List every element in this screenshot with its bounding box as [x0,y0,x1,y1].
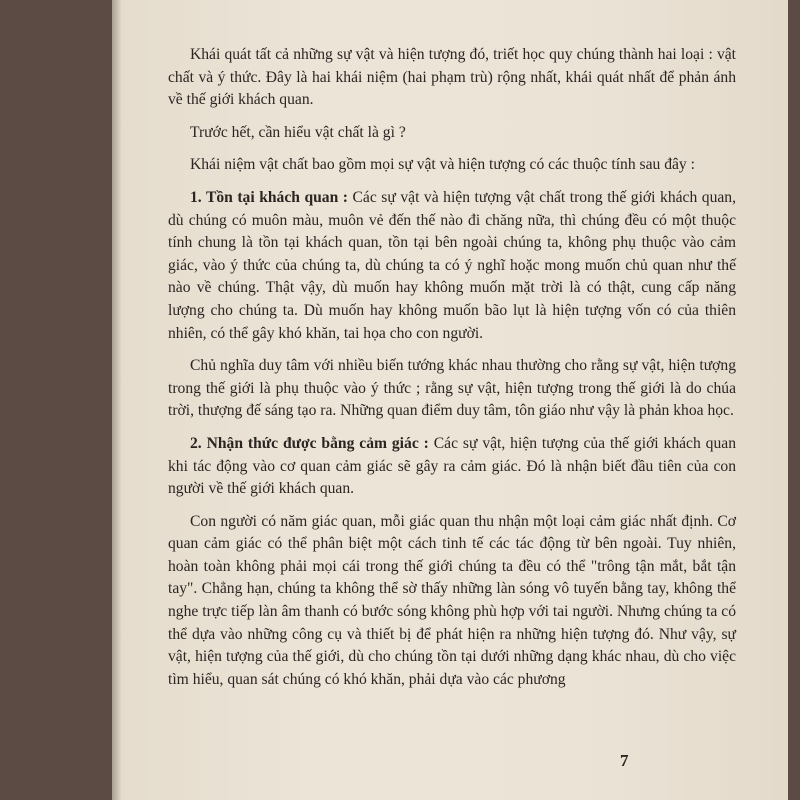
book-page [112,0,788,800]
spine-shadow [112,0,122,800]
paragraph-5: Chủ nghĩa duy tâm với nhiều biến tướng khác nhau thường cho rằng sự vật, hiện tượng trong thế giới là phụ thuộc vào ý thức ; rằng sự vật, hiện tượng trong thế giới là do chúa trời, thượng đế sáng tạo ra. Những quan điểm duy tâm, tôn giáo như vậy là phản khoa học. [168,357,736,420]
page-number: 7 [620,751,629,770]
section-heading-2: 2. Nhận thức được bằng cảm giác : [190,434,429,452]
paragraph-3: Khái niệm vật chất bao gồm mọi sự vật và hiện tượng có các thuộc tính sau đây : [190,156,695,174]
body-text [168,44,736,701]
paragraph-7: Con người có năm giác quan, mỗi giác quan thu nhận một loại cảm giác nhất định. Cơ quan cảm giác có thể phân biệt một cách tinh tế các tác động từ bên ngoài. Tuy nhiên, hoàn toàn không phải mọi cái trong thế giới chúng ta đều có thể "trông tận mắt, bắt tận tay". Chẳng hạn, chúng ta không thể sờ thấy những làn sóng vô tuyến bằng tay, không thể nghe trực tiếp làn âm thanh có bước sóng không phù hợp với tai người. Nhưng chúng ta có thể dựa vào những công cụ và thiết bị để phát hiện ra những hiện tượng đó. Như vậy, sự vật, hiện tượng của thế giới, dù cho chúng tồn tại dưới những dạng khác nhau, dù cho việc tìm hiểu, quan sát chúng có khó khăn, phải dựa vào các phương [168,512,736,688]
paragraph-1: Khái quát tất cả những sự vật và hiện tượng đó, triết học quy chúng thành hai loại : vật chất và ý thức. Đây là hai khái niệm (hai phạm trù) rộng nhất, khái quát nhất để phản ánh về thế giới khách quan. [168,46,736,109]
paragraph-2: Trước hết, cần hiểu vật chất là gì ? [190,123,406,141]
paragraph-6: 2. Nhận thức được bằng cảm giác : Các sự vật, hiện tượng của thế giới khách quan khi tác động vào cơ quan cảm giác sẽ gây ra cảm giác. Đó là nhận biết đầu tiên của con người về thế giới khách quan. [168,434,736,498]
paragraph-4: 1. Tồn tại khách quan : Các sự vật và hiện tượng vật chất trong thế giới khách quan, dù chúng có muôn màu, muôn vẻ đến thế nào đi chăng nữa, thì chúng đều có một thuộc tính chung là tồn tại khách quan, tồn tại bên ngoài chúng ta, không phụ thuộc vào cảm giác, vào ý thức của chúng ta, dù chúng ta có ý nghĩ hoặc mong muốn chủ quan như thế nào về chúng. Thật vậy, dù muốn hay không muốn mặt trời là có thật, cung cấp năng lượng cho chúng ta. Dù muốn hay không muốn bão lụt là hiện tượng vốn có của thiên nhiên, có thể gây khó khăn, tai họa cho con người. [168,188,737,342]
section-heading-1: 1. Tồn tại khách quan : [190,188,348,206]
